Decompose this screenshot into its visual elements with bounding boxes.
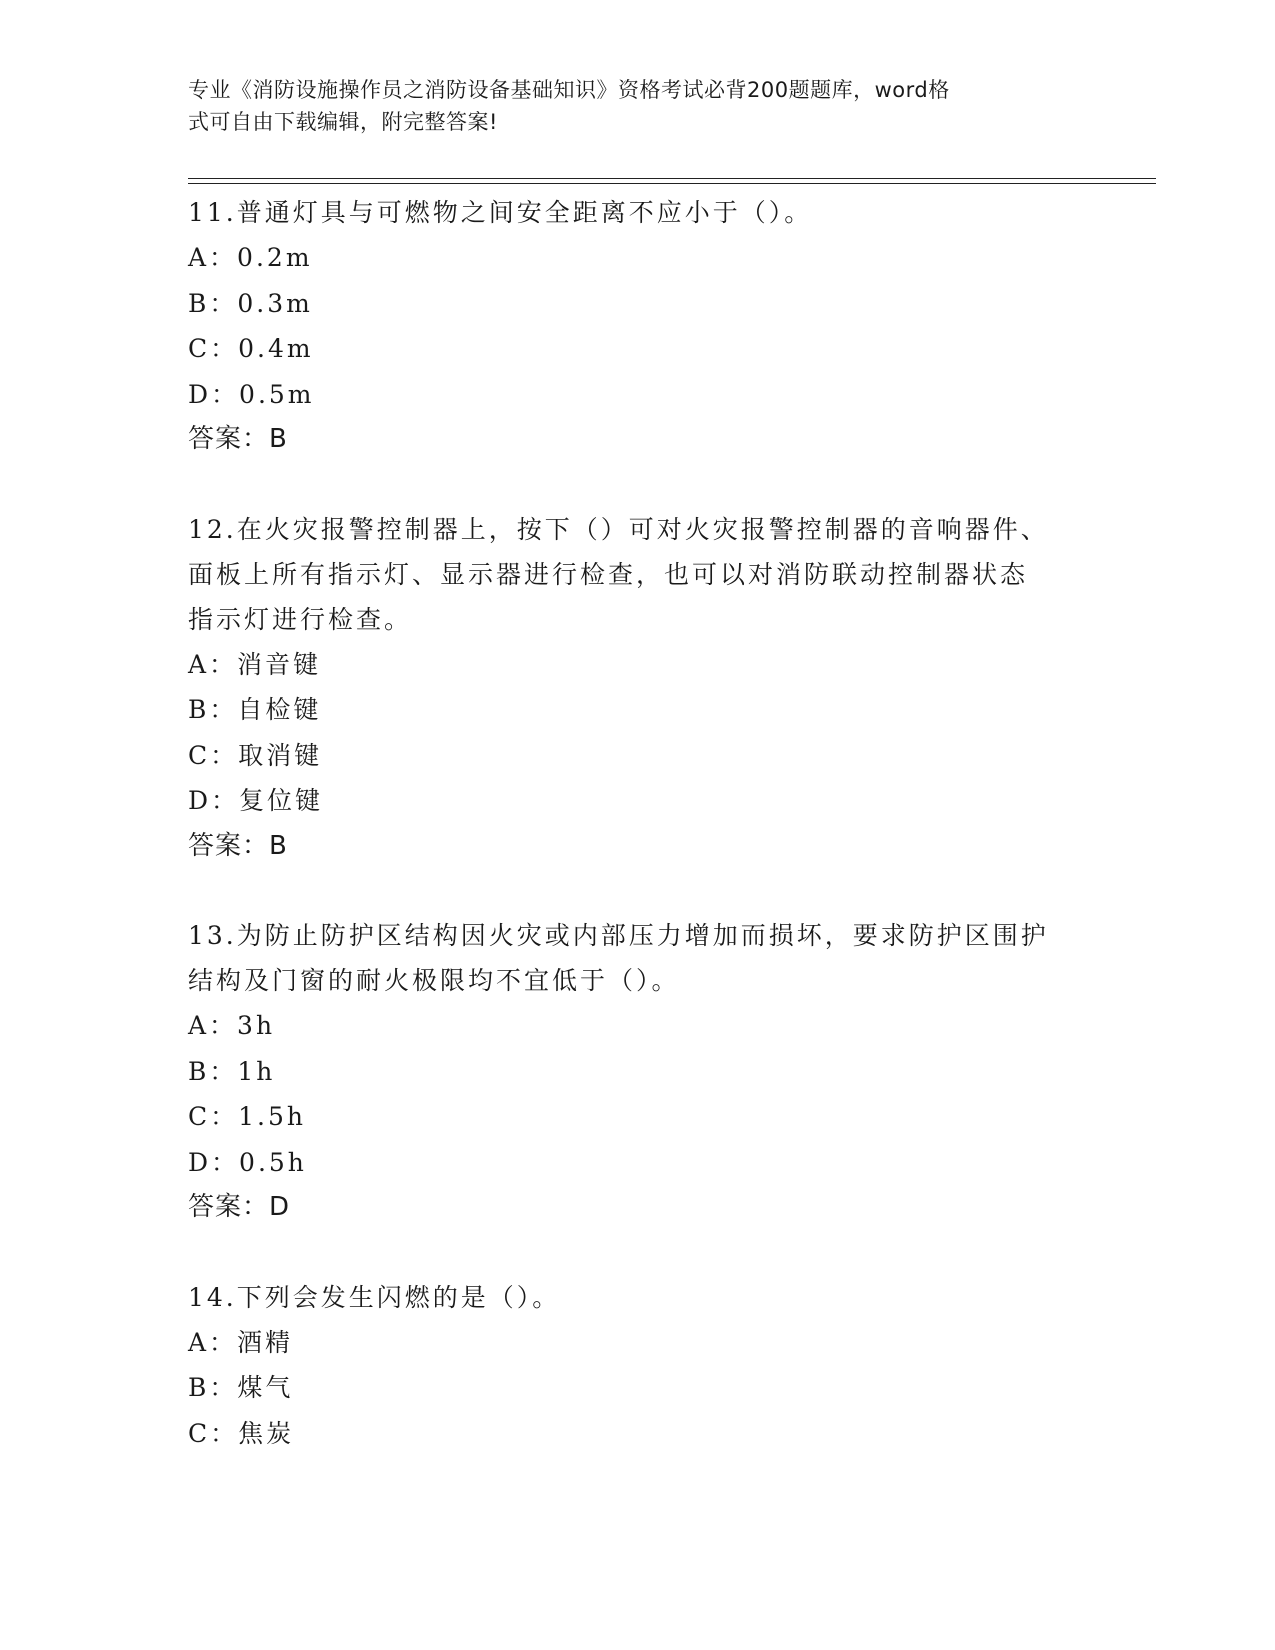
header-line-2: 式可自由下载编辑，附完整答案! [188, 110, 498, 134]
option-b: B：自检键 [188, 695, 322, 724]
question-stem-line-2: 结构及门窗的耐火极限均不宜低于（）。 [188, 966, 680, 995]
question-stem: 11.普通灯具与可燃物之间安全距离不应小于（）。 [188, 198, 813, 227]
option-c: C：取消键 [188, 740, 323, 770]
answer: 答案：D [188, 1192, 291, 1222]
option-a: A：酒精 [188, 1327, 294, 1357]
option-c: C：1.5h [188, 1102, 306, 1131]
option-b: B：1h [188, 1056, 276, 1086]
question-stem-line-3: 指示灯进行检查。 [188, 604, 413, 634]
question-12 [188, 507, 1088, 870]
option-a: A：消音键 [188, 649, 322, 679]
option-d: D：0.5h [188, 1147, 307, 1177]
option-a: A：3h [188, 1011, 276, 1040]
option-b: B：煤气 [188, 1373, 294, 1402]
question-13 [188, 913, 1088, 1231]
question-14 [188, 1275, 1088, 1457]
header-divider-bottom [188, 183, 1156, 184]
question-stem-line-1: 12.在火灾报警控制器上，按下（）可对火灾报警控制器的音响器件、 [188, 514, 1049, 544]
header-line-1: 专业《消防设施操作员之消防设备基础知识》资格考试必背200题题库，word格 [188, 78, 950, 102]
answer: 答案：B [188, 830, 288, 861]
question-stem-line-2: 面板上所有指示灯、显示器进行检查，也可以对消防联动控制器状态 [188, 559, 1029, 589]
option-d: D：复位键 [188, 786, 324, 815]
question-stem-line-1: 13.为防止防护区结构因火灾或内部压力增加而损坏，要求防护区围护 [188, 921, 1049, 950]
option-b: B：0.3m [188, 288, 313, 318]
option-a: A：0.2m [188, 243, 313, 272]
option-c: C：0.4m [188, 334, 314, 363]
option-d: D：0.5m [188, 379, 315, 409]
document-header [188, 74, 1068, 138]
answer: 答案：B [188, 424, 288, 454]
question-list [188, 190, 1088, 1500]
question-stem: 14.下列会发生闪燃的是（）。 [188, 1282, 561, 1312]
question-11 [188, 190, 1088, 463]
option-c: C：焦炭 [188, 1418, 295, 1448]
header-divider-top [188, 178, 1156, 179]
